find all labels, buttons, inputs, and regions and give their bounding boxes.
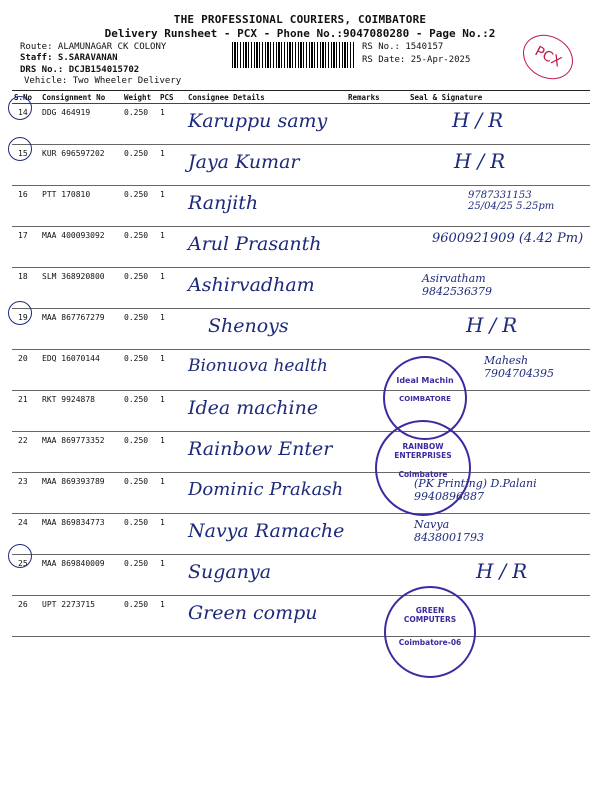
sno-circle-mark [8, 301, 32, 325]
cell-consignment: MAA 869840009 [40, 555, 122, 596]
cell-consignee [186, 391, 346, 432]
sno-circle-mark [8, 96, 32, 120]
cell-sno: 24 [12, 514, 40, 555]
cell-pcs: 1 [158, 473, 186, 514]
cell-consignee [186, 514, 346, 555]
cell-pcs: 1 [158, 432, 186, 473]
cell-remarks [346, 555, 390, 596]
signature: H/R [452, 108, 510, 132]
cell-consignment: PTT 170810 [40, 186, 122, 227]
cell-pcs: 1 [158, 596, 186, 637]
cell-weight: 0.250 [122, 555, 158, 596]
cell-consignment: MAA 867767279 [40, 309, 122, 350]
cell-pcs: 1 [158, 145, 186, 186]
cell-consignee [186, 596, 346, 637]
cell-consignee [186, 309, 346, 350]
cell-remarks [346, 227, 390, 268]
cell-consignee [186, 186, 346, 227]
sno-circle-mark [8, 544, 32, 568]
col-sno: S.No [12, 91, 40, 104]
cell-consignee [186, 268, 346, 309]
table-row [12, 432, 590, 473]
rs-no-label: RS No.: 1540157 [362, 42, 444, 52]
signature: H/R [476, 559, 534, 583]
cell-signature [390, 104, 590, 145]
cell-sno: 23 [12, 473, 40, 514]
cell-remarks [346, 268, 390, 309]
handwritten-consignee: Karuppu samy [188, 110, 328, 132]
cell-pcs: 1 [158, 186, 186, 227]
handwritten-consignee: Jaya Kumar [188, 151, 300, 173]
signature: Mahesh 7904704395 [484, 354, 554, 380]
handwritten-consignee: Shenoys [208, 315, 289, 337]
sheet-subtitle: Delivery Runsheet - PCX - Phone No.:9047080280 - Page No.:2 [104, 27, 496, 40]
cell-signature [390, 186, 590, 227]
cell-sno: 25 [12, 555, 40, 596]
cell-sno: 22 [12, 432, 40, 473]
cell-weight: 0.250 [122, 473, 158, 514]
signature: (PK Printing) D.Palani 9940896887 [414, 477, 537, 503]
cell-consignment: EDQ 16070144 [40, 350, 122, 391]
signature: 9600921909 (4.42 Pm) [432, 231, 584, 246]
green-computers-stamp: GREEN COMPUTERS Coimbatore-06 [384, 586, 476, 678]
handwritten-consignee: Rainbow Enter [188, 438, 333, 460]
cell-pcs: 1 [158, 268, 186, 309]
cell-consignee [186, 350, 346, 391]
table-row [12, 145, 590, 186]
runsheet-table [12, 90, 590, 637]
signature: H/R [454, 149, 512, 173]
table-row [12, 227, 590, 268]
cell-consignee [186, 473, 346, 514]
cell-consignee [186, 555, 346, 596]
ideal-machines-stamp: Ideal Machin COIMBATORE [383, 356, 467, 440]
cell-pcs: 1 [158, 391, 186, 432]
cell-weight: 0.250 [122, 227, 158, 268]
cell-consignment: KUR 696597202 [40, 145, 122, 186]
barcode [232, 42, 354, 68]
cell-weight: 0.250 [122, 186, 158, 227]
cell-weight: 0.250 [122, 268, 158, 309]
table-row [12, 309, 590, 350]
signature: 9787331153 25/04/25 5.25pm [468, 190, 555, 212]
handwritten-consignee: Bionuova health [188, 356, 328, 376]
cell-remarks [346, 309, 390, 350]
cell-remarks [346, 186, 390, 227]
handwritten-consignee: Idea machine [188, 397, 319, 419]
table-row [12, 514, 590, 555]
cell-weight: 0.250 [122, 145, 158, 186]
cell-pcs: 1 [158, 309, 186, 350]
cell-consignment: MAA 869834773 [40, 514, 122, 555]
cell-consignment: RKT 9924878 [40, 391, 122, 432]
cell-sno: 14 [12, 104, 40, 145]
cell-sno: 16 [12, 186, 40, 227]
cell-consignee [186, 104, 346, 145]
cell-pcs: 1 [158, 514, 186, 555]
signature: H/R [466, 313, 524, 337]
cell-pcs: 1 [158, 555, 186, 596]
cell-sno: 26 [12, 596, 40, 637]
cell-sno: 18 [12, 268, 40, 309]
cell-weight: 0.250 [122, 514, 158, 555]
sheet-title: THE PROFESSIONAL COURIERS, COIMBATORE [173, 13, 427, 26]
cell-signature [390, 514, 590, 555]
cell-consignee [186, 432, 346, 473]
cell-signature [390, 227, 590, 268]
cell-consignment: MAA 869393789 [40, 473, 122, 514]
handwritten-consignee: Arul Prasanth [188, 233, 322, 255]
handwritten-consignee: Navya Ramache [188, 520, 345, 542]
cell-weight: 0.250 [122, 104, 158, 145]
handwritten-consignee: Suganya [188, 561, 272, 583]
col-seal-signature: Seal & Signature [390, 91, 590, 104]
table-row [12, 268, 590, 309]
cell-consignee [186, 227, 346, 268]
table-row [12, 555, 590, 596]
cell-weight: 0.250 [122, 350, 158, 391]
cell-remarks [346, 350, 390, 391]
cell-weight: 0.250 [122, 432, 158, 473]
sno-circle-mark [8, 137, 32, 161]
cell-consignment: DDG 464919 [40, 104, 122, 145]
cell-signature [390, 309, 590, 350]
table-row [12, 186, 590, 227]
table-row [12, 104, 590, 145]
col-pcs: PCS [158, 91, 186, 104]
table-row [12, 596, 590, 637]
cell-signature [390, 268, 590, 309]
drs-label: DRS No.: DCJB154015702 [20, 65, 140, 75]
cell-weight: 0.250 [122, 391, 158, 432]
cell-remarks [346, 145, 390, 186]
cell-consignment: SLM 368920800 [40, 268, 122, 309]
col-consignee: Consignee Details [186, 91, 346, 104]
rs-date-label: RS Date: 25-Apr-2025 [362, 55, 471, 65]
table-row [12, 350, 590, 391]
col-weight: Weight [122, 91, 158, 104]
col-remarks: Remarks [346, 91, 390, 104]
signature: Navya 8438001793 [414, 518, 484, 544]
cell-sno: 19 [12, 309, 40, 350]
handwritten-consignee: Dominic Prakash [188, 479, 344, 500]
cell-pcs: 1 [158, 104, 186, 145]
cell-weight: 0.250 [122, 309, 158, 350]
cell-consignment: MAA 400093092 [40, 227, 122, 268]
vehicle-label: Vehicle: Two Wheeler Delivery [24, 76, 182, 86]
cell-pcs: 1 [158, 227, 186, 268]
route-label: Route: ALAMUNAGAR CK COLONY [20, 42, 167, 52]
cell-sno: 20 [12, 350, 40, 391]
cell-signature [390, 145, 590, 186]
cell-sno: 17 [12, 227, 40, 268]
cell-consignee [186, 145, 346, 186]
cell-consignment: UPT 2273715 [40, 596, 122, 637]
cell-sno: 15 [12, 145, 40, 186]
signature: Asirvatham 9842536379 [422, 272, 492, 298]
cell-pcs: 1 [158, 350, 186, 391]
rainbow-enterprises-stamp: RAINBOW ENTERPRISES Coimbatore [375, 420, 471, 516]
cell-remarks [346, 514, 390, 555]
table-row [12, 391, 590, 432]
pcx-stamp: PCX [515, 26, 581, 87]
table-row [12, 473, 590, 514]
col-consignment: Consignment No [40, 91, 122, 104]
handwritten-consignee: Green compu [188, 602, 318, 624]
cell-remarks [346, 104, 390, 145]
cell-consignment: MAA 869773352 [40, 432, 122, 473]
table-header-row [12, 91, 590, 104]
cell-sno: 21 [12, 391, 40, 432]
handwritten-consignee: Ranjith [188, 192, 259, 214]
cell-weight: 0.250 [122, 596, 158, 637]
handwritten-consignee: Ashirvadham [188, 274, 315, 296]
staff-label: Staff: S.SARAVANAN [20, 53, 118, 63]
